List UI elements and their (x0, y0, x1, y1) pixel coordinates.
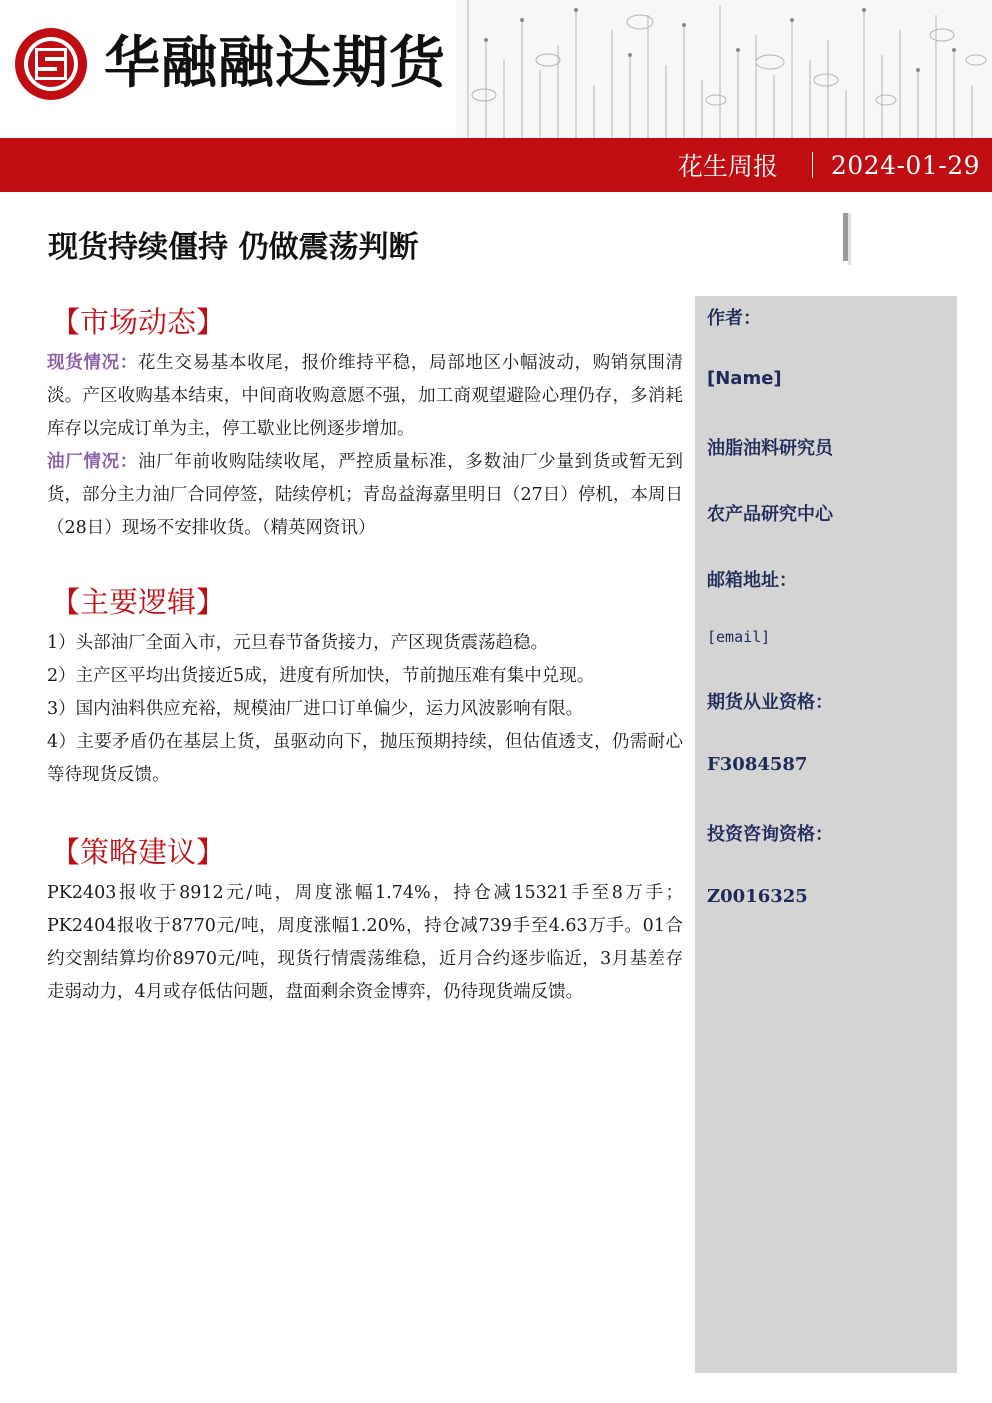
consulting-qualification-code: Z0016325 (707, 886, 808, 907)
logic-item: 4）主要矛盾仍在基层上货，虽驱动向下，抛压预期持续，但估值透支，仍需耐心等待现货反馈。 (47, 732, 683, 785)
company-logo-icon (12, 25, 90, 103)
report-type: 花生周报 (677, 152, 778, 181)
company-name: 华融融达期货 (104, 31, 446, 96)
mill-text: 油厂年前收购陆续收尾，严控质量标准，多数油厂少量到货或暂无到货，部分主力油厂合同停签，陆续停机；青岛益海嘉里明日（27日）停机，本周日（28日）现场不安排收货。（精英网资讯） (47, 452, 684, 538)
consulting-qualification-label: 投资咨询资格： (707, 824, 833, 845)
strategy-heading: 【策略建议】 (51, 835, 226, 869)
header-decoration (456, 0, 992, 138)
market-heading: 【市场动态】 (51, 305, 226, 339)
spot-label: 现货情况： (47, 353, 138, 373)
futures-qualification-code: F3084587 (707, 754, 808, 775)
spot-text: 花生交易基本收尾，报价维持平稳，局部地区小幅波动，购销氛围清淡。产区收购基本结束，中间商收购意愿不强，加工商观望避险心理仍存，多消耗库存以完成订单为主，停工歇业比例逐步增加。 (47, 353, 684, 439)
mill-paragraph (47, 446, 683, 545)
author-sidebar (695, 296, 957, 1373)
author-email[interactable]: [email] (707, 628, 771, 646)
report-title: 现货持续僵持 仍做震荡判断 (48, 230, 419, 265)
author-name: [Name] (707, 368, 782, 389)
author-title: 油脂油料研究员 (707, 438, 833, 459)
logic-item: 3）国内油料供应充裕，规模油厂进口订单偏少，运力风波影响有限。 (47, 699, 584, 719)
logic-item: 2）主产区平均出货接近5成，进度有所加快，节前抛压难有集中兑现。 (47, 666, 595, 686)
logic-item: 1）头部油厂全面入市，元旦春节备货接力，产区现货震荡趋稳。 (47, 633, 549, 653)
spot-paragraph (47, 347, 683, 446)
logic-heading: 【主要逻辑】 (51, 585, 226, 619)
mill-label: 油厂情况： (47, 452, 138, 472)
author-label: 作者： (707, 308, 761, 329)
report-header (0, 0, 992, 192)
report-banner (0, 138, 992, 192)
futures-qualification-label: 期货从业资格： (707, 692, 833, 713)
strategy-section (47, 830, 683, 1009)
email-label: 邮箱地址： (707, 570, 797, 591)
logic-section (47, 580, 683, 792)
author-department: 农产品研究中心 (707, 504, 833, 525)
report-date: 2024-01-29 (830, 150, 980, 180)
market-section (47, 300, 683, 545)
title-accent-shadow (848, 213, 851, 265)
strategy-text: PK2403报收于8912元/吨，周度涨幅1.74%，持仓减15321手至8万手；PK2404报收于8770元/吨，周度涨幅1.20%，持仓减739手至4.63万手。01合约交割结算均价8970元/吨，现货行情震荡维稳，近月合约逐步临近，3月基差存走弱动力，4月或存低估问题，盘面剩余资金博弈，仍待现货端反馈。 (47, 883, 683, 1002)
banner-divider (812, 152, 813, 178)
company-logo (12, 24, 446, 104)
